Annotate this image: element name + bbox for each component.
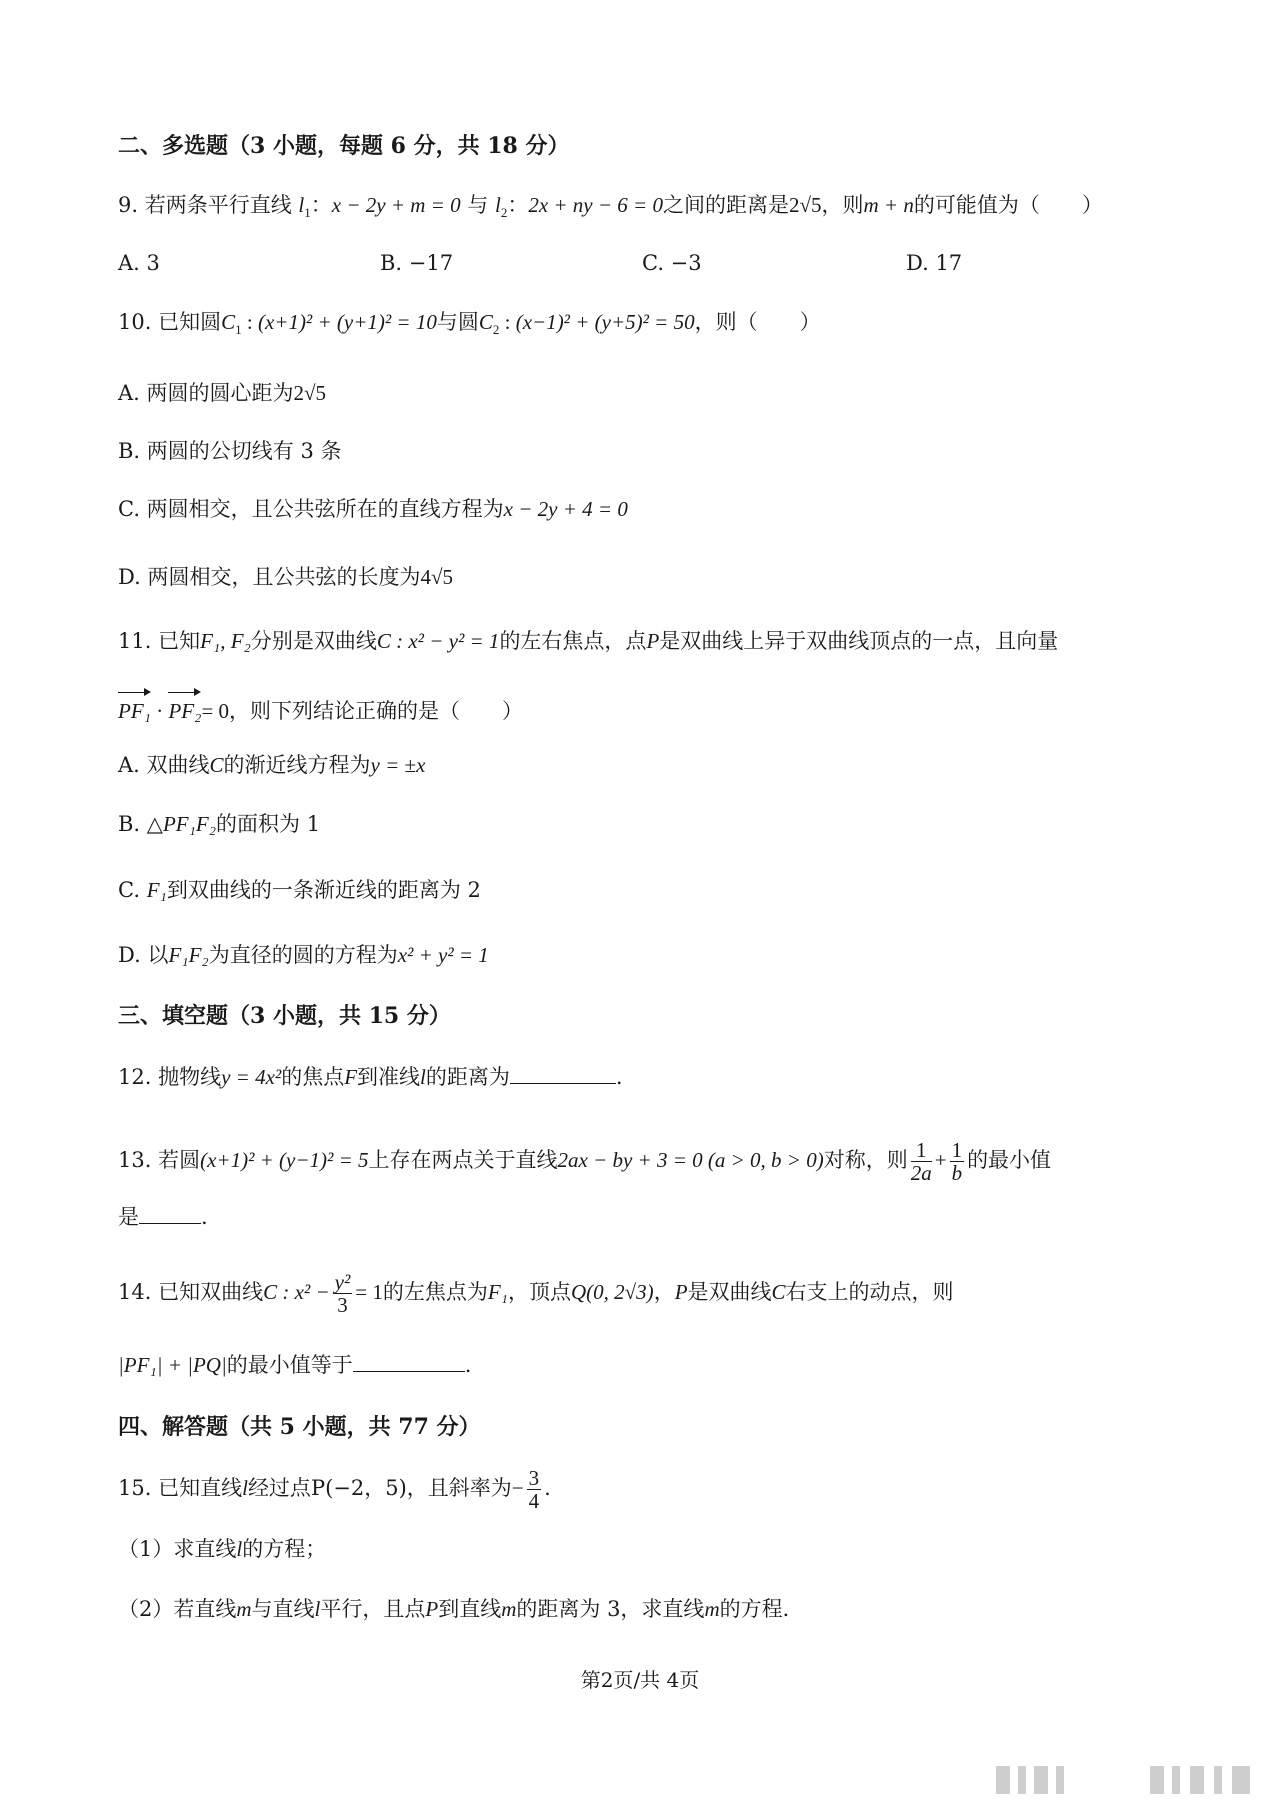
q12-text: 抛物线 <box>158 1065 222 1089</box>
q12-answer-blank[interactable] <box>510 1063 616 1084</box>
question-14 <box>118 1262 954 1322</box>
q15-part2-b: 与直线 <box>251 1597 315 1621</box>
q10-text-mid: 与圆 <box>436 310 479 334</box>
q11-dot-equals: = 0 <box>201 699 230 723</box>
q10-option-a <box>118 378 326 408</box>
q11-b-end: 的面积为 1 <box>216 812 321 836</box>
c2-symbol: $C_2$ <box>478 310 500 338</box>
q13-line: 2ax − by + 3 = 0 (a > 0, b > 0) <box>557 1148 824 1172</box>
q12-text-mid: 的焦点 <box>281 1065 345 1089</box>
question-10: 10. 已知圆$C_1$ : (x+1)² + (y+1)² = 10与圆$C_2$ : (x−1)² + (y+5)² = 50，则（ ） <box>118 310 821 338</box>
q13-fraction-1: $\frac{1}{2a}$ <box>910 1138 932 1185</box>
q9-l2-equation: 2x + ny − 6 = 0 <box>528 193 663 217</box>
q11-option-a <box>118 750 425 780</box>
q11-option-d <box>118 940 489 970</box>
q9-end: 的可能值为（ ） <box>913 193 1103 217</box>
q13-text-mid2: 对称，则 <box>823 1148 908 1172</box>
q11-line2-end: ，则下列结论正确的是（ ） <box>229 699 524 723</box>
q12-focus-f: F <box>344 1065 358 1089</box>
q10-option-c <box>118 494 628 524</box>
q11-foci: F₁, F₂ <box>200 629 251 653</box>
q11-b-triangle: △PF₁F₂ <box>146 812 217 836</box>
q15-slope-fraction: $\frac{3}{4}$ <box>528 1466 540 1513</box>
question-9: 9. 若两条平行直线 $l_1$：x − 2y + m = 0 与 $l_2$：2x + ny − 6 = 0之间的距离是2√5，则m + n的可能值为（ ） <box>118 193 1103 221</box>
q11-number: 11. <box>118 629 152 653</box>
section-fill-blank-heading: 三、填空题（3 小题，共 15 分） <box>118 1003 451 1029</box>
q9-comma: ，则 <box>821 193 864 217</box>
q15-text-mid: 经过点 <box>247 1476 311 1500</box>
q15-part2-c: 平行，且点 <box>320 1597 426 1621</box>
q11-text-mid3: 是双曲线上异于双曲线顶点的一点，且向量 <box>659 629 1059 653</box>
q9-text-mid: 与 <box>467 193 489 217</box>
q15-part1-l: l <box>236 1537 243 1561</box>
q15-part2-m3: m <box>704 1597 720 1621</box>
q11-a-value: y = ±x <box>370 753 426 777</box>
q15-part2-m2: m <box>501 1597 517 1621</box>
q15-part-1 <box>118 1534 326 1564</box>
q13-plus: + <box>934 1148 947 1172</box>
q11-d-f: F₁F₂ <box>168 943 209 967</box>
q14-text-mid2: ，顶点 <box>508 1280 571 1304</box>
q10-d-value: 4√5 <box>420 565 453 589</box>
q10-circle-1: (x+1)² + (y+1)² = 10 <box>257 310 437 334</box>
vector-pf2: PF₂ <box>168 692 201 726</box>
q9-expression: m + n <box>863 193 914 217</box>
q9-option-c: C. −3 <box>642 251 702 275</box>
q14-curve-lhs: C : x² − <box>263 1280 330 1304</box>
section-multi-choice-heading: 二、多选题（3 小题，每题 6 分，共 18 分） <box>118 133 570 159</box>
l2-symbol: $l_2$ <box>494 193 508 221</box>
q12-text-mid2: 到准线 <box>357 1065 421 1089</box>
q15-part2-p: P <box>425 1597 439 1621</box>
question-12 <box>118 1062 623 1092</box>
scan-artifact-bar <box>1018 1766 1026 1794</box>
q11-point-p: P <box>646 629 660 653</box>
q9-text-post: 之间的距离是 <box>662 193 789 217</box>
q9-l1-equation: x − 2y + m = 0 <box>331 193 461 217</box>
q11-a-text: A. 双曲线 <box>118 753 210 777</box>
q14-text: 已知双曲线 <box>158 1280 264 1304</box>
q13-fraction-2: $\frac{1}{b}$ <box>951 1138 963 1185</box>
q9-text: 若两条平行直线 <box>144 193 292 217</box>
q14-line-2 <box>118 1350 471 1380</box>
q10-text: 已知圆 <box>158 310 222 334</box>
q10-option-d <box>118 562 453 592</box>
q12-equation: y = 4x² <box>221 1065 282 1089</box>
q14-point-q: Q(0, 2√3) <box>571 1280 654 1304</box>
q14-c: C <box>771 1280 786 1304</box>
q15-part1-end: 的方程； <box>242 1537 327 1561</box>
q14-point-p: P <box>674 1280 688 1304</box>
q13-number: 13. <box>118 1148 152 1172</box>
q11-b-text: B. <box>118 812 141 836</box>
scan-artifact-bar <box>1214 1766 1222 1794</box>
q10-c-text: C. 两圆相交，且公共弦所在的直线方程为 <box>118 497 504 521</box>
q15-negative: − <box>511 1476 524 1500</box>
q15-part2-m: m <box>236 1597 252 1621</box>
q14-f1: F₁ <box>487 1280 508 1304</box>
vector-pf1: PF₁ <box>118 692 151 726</box>
q10-circle-2: (x−1)² + (y+5)² = 50 <box>515 310 695 334</box>
q15-part1-text: （1）求直线 <box>118 1537 237 1561</box>
q9-number: 9. <box>118 193 139 217</box>
q14-dot: . <box>464 1353 472 1377</box>
q10-d-text: D. 两圆相交，且公共弦的长度为 <box>118 565 421 589</box>
q11-a-c: C <box>209 753 224 777</box>
q11-option-c <box>118 875 481 905</box>
q11-text-mid2: 的左右焦点，点 <box>499 629 647 653</box>
q12-line-l: l <box>420 1065 426 1089</box>
q15-text: 已知直线 <box>158 1476 243 1500</box>
scan-artifact-bar <box>1056 1766 1064 1794</box>
q9-option-d: D. 17 <box>906 251 963 275</box>
q15-point: P(−2，5) <box>310 1476 407 1500</box>
q12-end: 的距离为 <box>425 1065 510 1089</box>
q11-text: 已知 <box>158 629 201 653</box>
q14-answer-blank[interactable] <box>353 1351 465 1372</box>
q11-c-f1: F₁ <box>146 878 167 902</box>
q14-curve-rhs: = 1 <box>355 1280 383 1304</box>
q13-circle: (x+1)² + (y−1)² = 5 <box>200 1148 369 1172</box>
q13-line-2 <box>118 1202 208 1232</box>
q14-line2-end: 的最小值等于 <box>226 1353 353 1377</box>
scan-artifact-bar <box>1190 1766 1204 1794</box>
q15-line-l: l <box>242 1476 248 1500</box>
q10-end: ，则（ ） <box>694 310 821 334</box>
q13-text: 若圆 <box>158 1148 201 1172</box>
q14-fraction: $\frac{\text{y²}}{3}$ <box>334 1270 351 1317</box>
q15-part2-e: 的距离为 3，求直线 <box>516 1597 705 1621</box>
q9-option-b: B. −17 <box>380 251 454 275</box>
q11-option-b <box>118 809 320 839</box>
scan-artifact-bar <box>1150 1766 1164 1794</box>
section-answer-heading: 四、解答题（共 5 小题，共 77 分） <box>118 1414 481 1440</box>
q14-expression: |PF₁| + |PQ| <box>118 1353 227 1377</box>
q13-line2-text: 是 <box>118 1205 139 1229</box>
l1-symbol: $l_1$ <box>298 193 311 221</box>
q11-text-mid: 分别是双曲线 <box>250 629 377 653</box>
q15-part2-a: （2）若直线 <box>118 1597 237 1621</box>
q11-d-value: x² + y² = 1 <box>397 943 489 967</box>
q11-curve: C : x² − y² = 1 <box>376 629 500 653</box>
page-footer: 第2页/共 4页 <box>580 1668 700 1692</box>
q11-c-end: 到双曲线的一条渐近线的距离为 2 <box>166 878 481 902</box>
q10-c-value: x − 2y + 4 = 0 <box>503 497 628 521</box>
q14-end: 右支上的动点，则 <box>785 1280 954 1304</box>
q10-a-text: A. 两圆的圆心距为 <box>118 381 294 405</box>
q10-option-b: B. 两圆的公切线有 3 条 <box>118 439 342 463</box>
q15-dot: . <box>544 1476 551 1500</box>
question-15 <box>118 1458 551 1518</box>
q15-number: 15. <box>118 1476 152 1500</box>
q11-a-mid: 的渐近线方程为 <box>223 753 371 777</box>
q11-d-text: D. 以 <box>118 943 169 967</box>
q12-dot: . <box>615 1065 623 1089</box>
q15-text-mid2: ，且斜率为 <box>406 1476 512 1500</box>
q10-a-value: 2√5 <box>293 381 327 405</box>
scan-artifact-bar <box>1034 1766 1048 1794</box>
q9-option-a: A. 3 <box>118 251 160 275</box>
q15-part2-d: 到直线 <box>438 1597 502 1621</box>
q13-end: 的最小值 <box>967 1148 1052 1172</box>
scan-artifact-bar <box>1172 1766 1180 1794</box>
q15-part2-l: l <box>314 1597 321 1621</box>
q14-number: 14. <box>118 1280 152 1304</box>
q13-answer-blank[interactable] <box>139 1203 201 1224</box>
q13-dot: . <box>201 1205 208 1229</box>
q14-text-mid: 的左焦点为 <box>382 1280 488 1304</box>
q15-part2-f: 的方程． <box>719 1597 804 1621</box>
q11-d-mid: 为直径的圆的方程为 <box>208 943 398 967</box>
question-13 <box>118 1130 1051 1190</box>
c1-symbol: $C_1$ <box>221 310 242 338</box>
q10-number: 10. <box>118 310 152 334</box>
question-11 <box>118 626 1058 656</box>
scan-artifact-bar <box>1232 1766 1250 1794</box>
q11-c-text: C. <box>118 878 140 902</box>
q9-distance: 2√5 <box>788 193 822 217</box>
q12-number: 12. <box>118 1065 152 1089</box>
q13-text-mid: 上存在两点关于直线 <box>368 1148 558 1172</box>
q15-part-2 <box>118 1594 804 1624</box>
scan-artifact-bar <box>996 1766 1010 1794</box>
q14-text-mid3: ， <box>653 1280 675 1304</box>
q14-text-mid4: 是双曲线 <box>687 1280 772 1304</box>
q11-line-2: PF₁ · PF₂= 0，则下列结论正确的是（ ） <box>118 692 523 726</box>
